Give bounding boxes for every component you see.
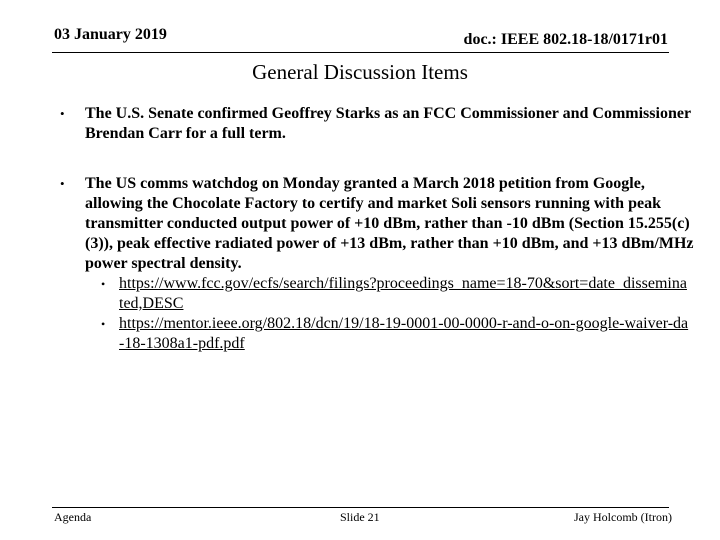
footer-author: Jay Holcomb (Itron) [574,510,672,524]
bullet-dot-icon: • [60,106,65,121]
footer-slide-number: Slide 21 [340,510,380,524]
bullet-google-soli-waiver [60,174,695,274]
header-divider [52,52,669,53]
bullet-dot-icon: • [101,277,106,291]
bullet-senate-confirmation [60,104,695,144]
slide-title: General Discussion Items [252,60,468,84]
slide-body [60,104,700,354]
link-item-ieee-mentor [101,314,691,354]
footer-agenda: Agenda [54,510,92,524]
bullet-dot-icon: • [101,317,106,331]
bullet-text: The US comms watchdog on Monday granted a March 2018 petition from Google, allowing the Chocolate Factory to certify and market Soli sensors running with peak transmitter conducted output power of +10 dBm, rather than -10 dBm (Section 15.255(c)(3)), peak effective radiated power of +13 dBm, rather than +10 dBm, and +13 dBm/MHz power spectral density. [85,175,694,272]
footer-divider [52,507,669,508]
header-doc-id: doc.: IEEE 802.18-18/0171r01 [463,31,668,48]
fcc-ecfs-link[interactable]: https://www.fcc.gov/ecfs/search/filings?proceedings_name=18-70&sort=date_disseminated,DESC [119,275,687,312]
ieee-mentor-link[interactable]: https://mentor.ieee.org/802.18/dcn/19/18-19-0001-00-0000-r-and-o-on-google-waiver-da-18-1308a1-pdf.pdf [119,315,689,352]
header-date: 03 January 2019 [54,26,167,43]
bullet-dot-icon: • [60,176,65,191]
link-list [101,274,700,354]
bullet-text: The U.S. Senate confirmed Geoffrey Starks as an FCC Commissioner and Commissioner Brendan Carr for a full term. [85,105,691,142]
link-item-fcc-filings [101,274,691,314]
